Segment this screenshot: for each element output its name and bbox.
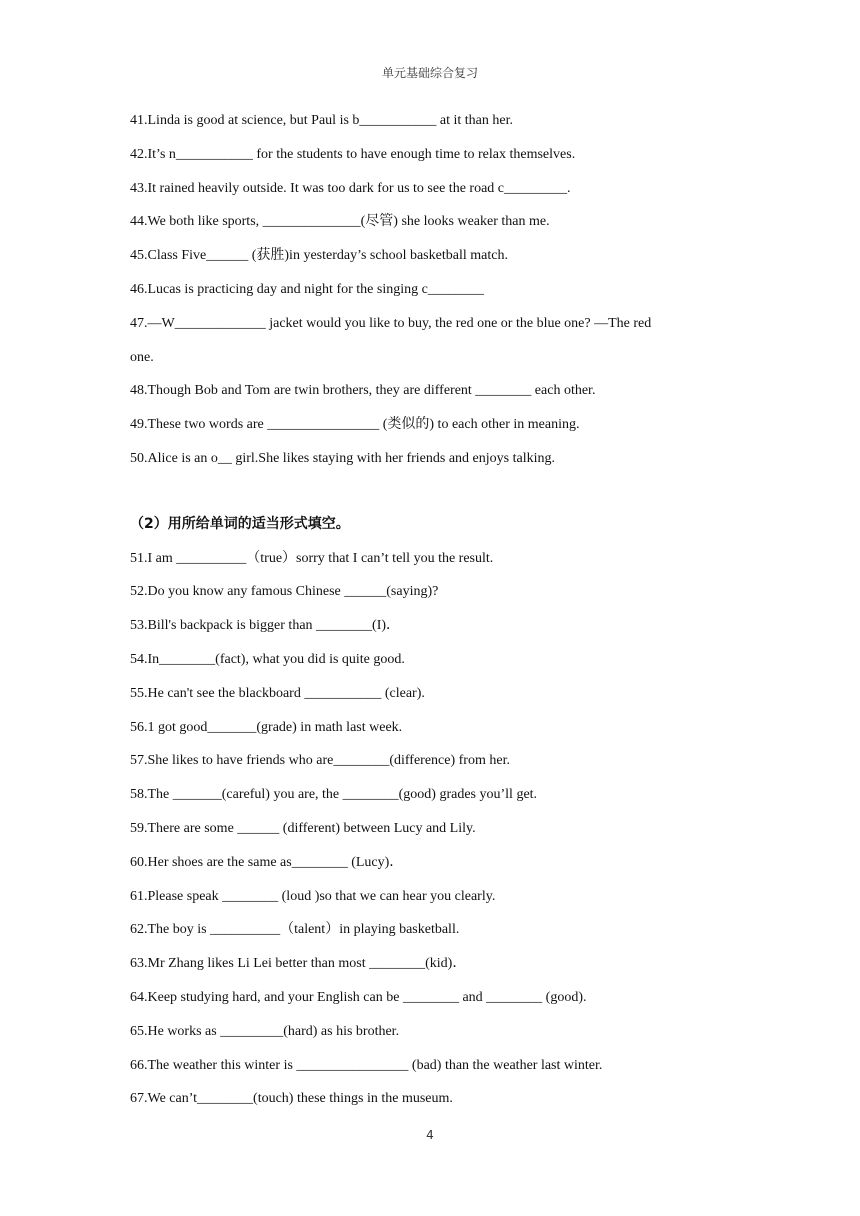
question-47-continued: one. [130,349,154,365]
question-41: 41.Linda is good at science, but Paul is b___________ at it than her. [130,113,513,128]
question-44: 44.We both like sports, ______________(尽管) she looks weaker than me. [130,214,550,230]
document-body [130,112,730,1124]
page-number: 4 [426,1128,434,1142]
question-46: 46.Lucas is practicing day and night for the singing c________ [130,281,484,297]
question-64: 64.Keep studying hard, and your English can be ________ and ________ (good). [130,989,587,1005]
page-footer [0,1128,860,1142]
question-53: 53.Bill's backpack is bigger than ________(I)． [130,618,401,634]
question-48: 48.Though Bob and Tom are twin brothers, they are different ________ each other. [130,383,596,399]
question-54: 54.In________(fact), what you did is quite good. [130,651,405,667]
question-45: 45.Class Five______ (获胜)in yesterday’s school basketball match. [130,248,508,264]
question-47: 47.—W_____________ jacket would you like to buy, the red one or the blue one? —The red [130,315,652,331]
question-56: 56.1 got good_______(grade) in math last week. [130,719,403,735]
question-61: 61.Please speak ________ (loud )so that we can hear you clearly. [130,888,496,904]
question-57: 57.She likes to have friends who are________(difference) from her. [130,753,510,769]
question-67: 67.We can’t________(touch) these things in the museum. [130,1091,453,1107]
part1-list [130,112,730,467]
question-60: 60.Her shoes are the same as________ (Lucy)． [130,854,404,870]
part2-title: （2）用所给单词的适当形式填空。 [130,515,350,532]
question-66: 66.The weather this winter is ________________ (bad) than the weather last winter. [130,1057,603,1073]
question-43: 43.It rained heavily outside. It was too dark for us to see the road c_________. [130,180,571,196]
question-63: 63.Mr Zhang likes Li Lei better than most ________(kid)． [130,956,467,972]
question-58: 58.The _______(careful) you are, the ________(good) grades you’ll get. [130,787,538,803]
section-spacer [130,484,730,516]
question-52: 52.Do you know any famous Chinese ______(saying)? [130,584,439,600]
question-42: 42.It’s n___________ for the students to have enough time to relax themselves. [130,146,576,162]
question-59: 59.There are some ______ (different) between Lucy and Lily. [130,820,476,836]
question-55: 55.He can't see the blackboard ___________ (clear). [130,685,425,701]
part2-list [130,550,730,1108]
question-65: 65.He works as _________(hard) as his brother. [130,1023,400,1039]
question-49: 49.These two words are ________________ (类似的) to each other in meaning. [130,417,580,433]
page-header [0,64,860,81]
question-51: 51.I am __________（true）sorry that I can’t tell you the result. [130,550,494,566]
header-title: 单元基础综合复习 [381,66,478,80]
question-50: 50.Alice is an o__ girl.She likes staying with her friends and enjoys talking. [130,450,555,466]
question-62: 62.The boy is __________（talent）in playing basketball. [130,922,460,938]
